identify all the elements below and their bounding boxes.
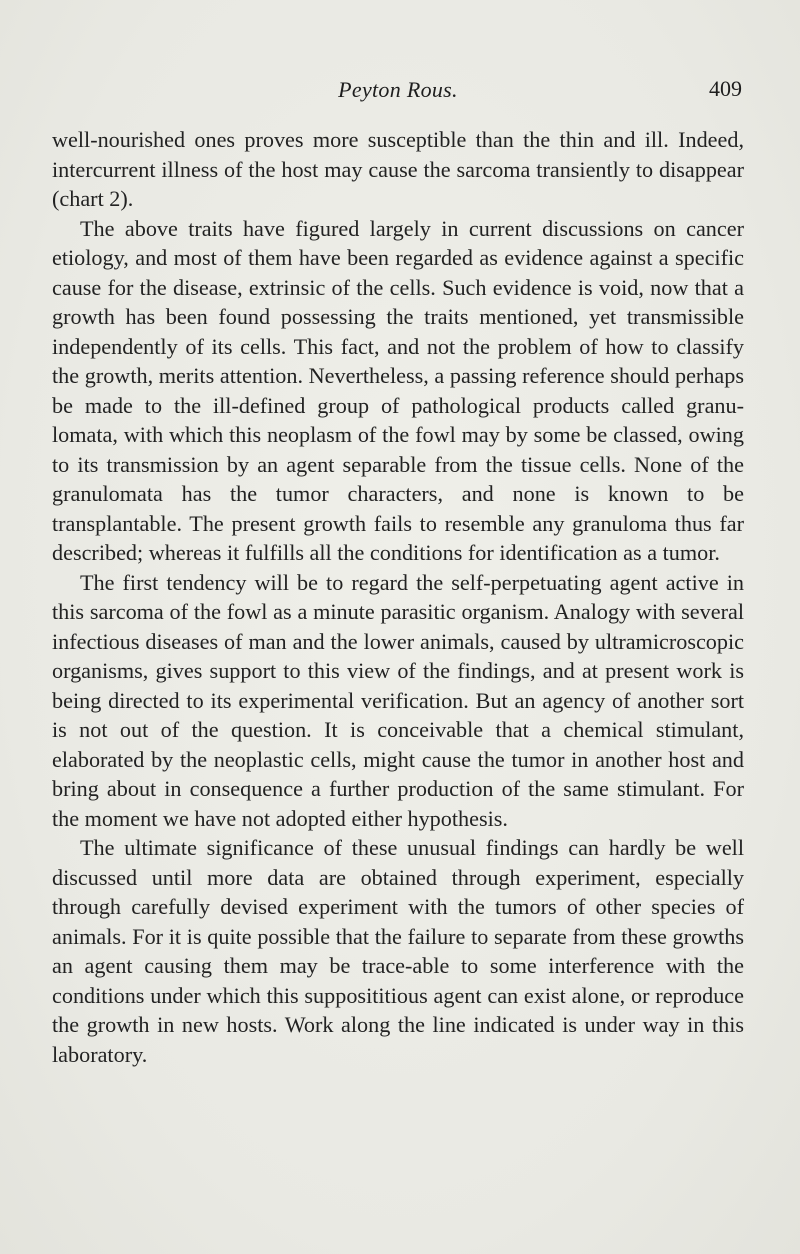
- paragraph-agent: The first tendency will be to regard the self-perpetuating agent active in this sarcoma of the fowl as a minute parasitic organism. Analogy with several infectious diseases of man and the lower animals, caused by ultramicroscopic organisms, gives support to this view of the findings, and at present work is being directed to its experimental verification. But an agency of another sort is not out of the question. It is conceivable that a chemical stimulant, elaborated by the neoplastic cells, might cause the tumor in another host and bring about in consequence a further production of the same stimulant. For the moment we have not adopted either hypothesis.: [52, 569, 744, 831]
- running-head: [52, 74, 744, 106]
- page-number: 409: [709, 76, 742, 101]
- paragraph-traits: The above traits have figured largely in current discussions on cancer etiology, and most of them have been regarded as evidence against a specific cause for the disease, extrinsic of the cells. Such evidence is void, now that a growth has been found possessing the traits mentioned, yet transmissible independently of its cells. This fact, and not the problem of how to classify the growth, merits attention. Nevertheless, a passing reference should perhaps be made to the ill-defined group of pathological products called granu-lomata, with which this neoplasm of the fowl may by some be classed, owing to its transmission by an agent separable from the tissue cells. None of the granulomata has the tumor characters, and none is known to be transplantable. The present growth fails to resemble any granuloma thus far described; whereas it fulfills all the conditions for identification as a tumor.: [52, 215, 744, 565]
- paragraph-continued: well-nourished ones proves more susceptible than the thin and ill. Indeed, intercurrent illness of the host may cause the sarcoma transiently to disappear (chart 2).: [52, 127, 744, 211]
- paragraph-significance: The ultimate significance of these unusual findings can hardly be well discussed until more data are obtained through experiment, especially through carefully devised experiment with the tumors of other species of animals. For it is quite possible that the failure to separate from these growths an agent causing them may be trace-able to some interference with the conditions under which this supposititious agent can exist alone, or reproduce the growth in new hosts. Work along the line indicated is under way in this laboratory.: [52, 835, 744, 1067]
- running-head-author: Peyton Rous.: [338, 77, 458, 102]
- body-text: [52, 125, 744, 1069]
